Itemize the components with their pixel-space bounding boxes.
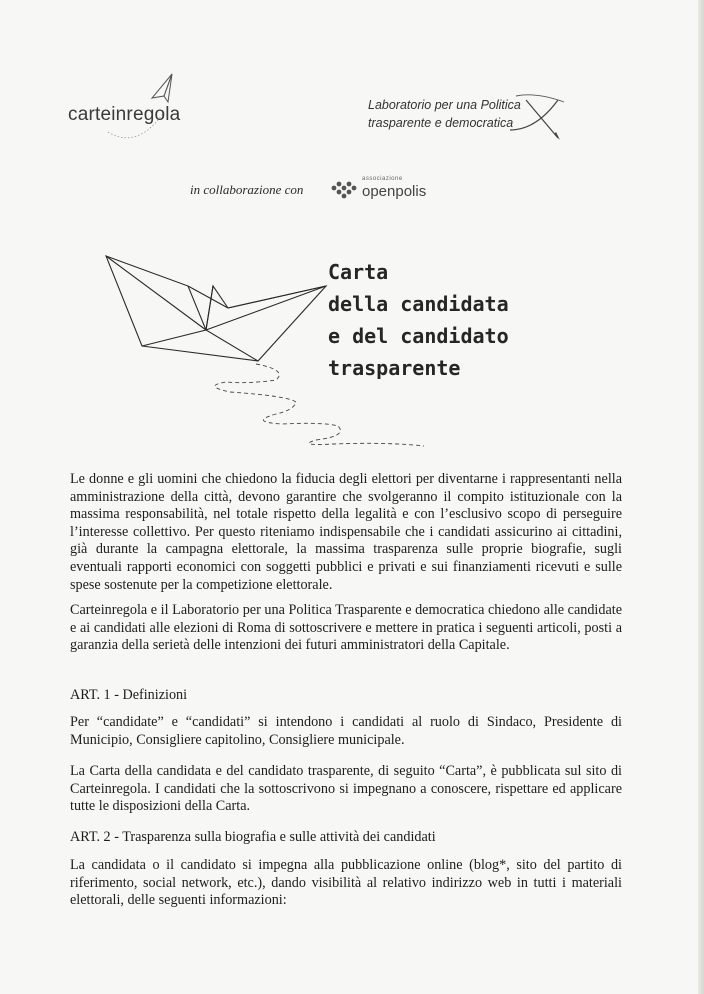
laboratorio-logo: [368, 96, 568, 156]
logo-right-line2: trasparente e democratica: [368, 116, 514, 130]
bow-arrow-icon: [506, 90, 570, 146]
carteinregola-logo: [68, 72, 218, 152]
article-2-heading: ART. 2 - Trasparenza sulla biografia e sulle attività dei candidati: [70, 829, 436, 845]
openpolis-dots-icon: [330, 178, 360, 202]
document-title: [328, 256, 558, 384]
paragraph-carta: La Carta della candidata e del candidato trasparente, di seguito “Carta”, è pubblicata sul sito di Carteinregola. I candidati che la sottoscrivono si impegnano a conoscere, rispettare ed applicare tutte le disposizioni della Carta.: [70, 763, 622, 815]
openpolis-logo: [330, 178, 440, 204]
paragraph-definitions: Per “candidate” e “candidati” si intendono i candidati al ruolo di Sindaco, Presidente di Municipio, Consigliere capitolino, Consigliere municipale.: [70, 714, 622, 748]
title-line-4: trasparente: [328, 356, 461, 380]
paragraph-transparency: La candidata o il candidato si impegna alla pubblicazione online (blog*, sito del partito di riferimento, social network, etc.), dando visibilità al relativo indirizzo web in tutti i materiali elettorali, delle seguenti informazioni:: [70, 857, 622, 909]
openpolis-name: openpolis: [362, 183, 427, 200]
logo-right-line1: Laboratorio per una Politica: [368, 98, 521, 112]
title-line-2: della candidata: [328, 292, 509, 316]
collab-text: in collaborazione con: [190, 182, 304, 197]
collaboration-line: [190, 176, 450, 204]
logo-left-text: carteinregola: [68, 104, 181, 125]
page-edge: [698, 0, 704, 994]
openpolis-small: associazione: [362, 176, 403, 182]
paragraph-intro: Le donne e gli uomini che chiedono la fiducia degli elettori per diventarne i rappresentanti nella amministrazione della città, devono garantire che svolgeranno il compito istituzionale con la massima responsabilità, nel totale rispetto della legalità e con l’esclusivo scopo di perseguire l’interesse collettivo. Per questo riteniamo indispensabile che i candidati assicurino ai cittadini, già durante la campagna elettorale, la massima trasparenza sulle proprie biografie, sugli eventuali rapporti economici con soggetti pubblici e privati e sui finanziamenti ricevuti e sulle spese sostenute per la competizione elettorale.: [70, 471, 622, 593]
title-line-1: Carta: [328, 260, 389, 284]
article-1-heading: ART. 1 - Definizioni: [70, 687, 188, 703]
title-line-3: e del candidato: [328, 324, 509, 348]
paragraph-request: Carteinregola e il Laboratorio per una Politica Trasparente e democratica chiedono alle candidate e ai candidati alle elezioni di Roma di sottoscrivere e mettere in pratica i seguenti articoli, posti a garanzia della serietà delle intenzioni dei futuri amministratori della Capitale.: [70, 602, 622, 654]
